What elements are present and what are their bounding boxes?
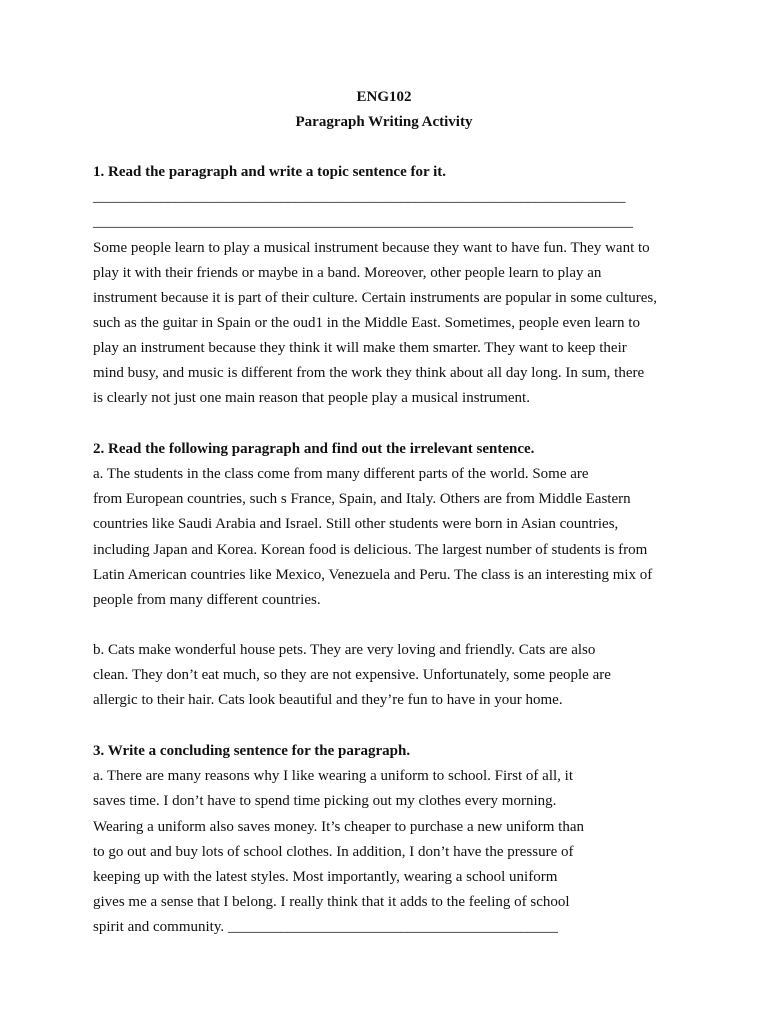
paragraph-line: keeping up with the latest styles. Most importantly, wearing a school uniform	[93, 869, 558, 885]
section1-heading: 1. Read the paragraph and write a topic sentence for it.	[93, 164, 447, 180]
paragraph-line: saves time. I don’t have to spend time picking out my clothes every morning.	[93, 793, 557, 809]
paragraph-line: a. The students in the class come from many different parts of the world. Some are	[93, 466, 589, 482]
answer-blank-line: _______________________________________________________________________	[93, 189, 626, 205]
activity-title: Paragraph Writing Activity	[295, 114, 473, 130]
paragraph-line: from European countries, such s France, Spain, and Italy. Others are from Middle Eastern	[93, 491, 631, 507]
paragraph-line: play it with their friends or maybe in a band. Moreover, other people learn to play an	[93, 265, 602, 281]
paragraph-line: Some people learn to play a musical instrument because they want to have fun. They want to	[93, 240, 650, 256]
paragraph-line: play an instrument because they think it will make them smarter. They want to keep their	[93, 340, 627, 356]
paragraph-line: gives me a sense that I belong. I really think that it adds to the feeling of school	[93, 894, 570, 910]
paragraph-line: instrument because it is part of their culture. Certain instruments are popular in some cultures,	[93, 290, 658, 306]
paragraph-line: a. There are many reasons why I like wearing a uniform to school. First of all, it	[93, 768, 574, 784]
course-code: ENG102	[356, 89, 412, 105]
paragraph-line: allergic to their hair. Cats look beautiful and they’re fun to have in your home.	[93, 692, 563, 708]
paragraph-line: clean. They don’t eat much, so they are not expensive. Unfortunately, some people are	[93, 667, 611, 683]
section2-heading: 2. Read the following paragraph and find out the irrelevant sentence.	[93, 441, 535, 457]
paragraph-line: b. Cats make wonderful house pets. They are very loving and friendly. Cats are also	[93, 642, 596, 658]
paragraph-line: such as the guitar in Spain or the oud1 in the Middle East. Sometimes, people even learn to	[93, 315, 640, 331]
section3-heading: 3. Write a concluding sentence for the paragraph.	[93, 743, 411, 759]
paragraph-line: mind busy, and music is different from the work they think about all day long. In sum, there	[93, 365, 645, 381]
paragraph-line: countries like Saudi Arabia and Israel. Still other students were born in Asian countries,	[93, 516, 619, 532]
paragraph-line: Latin American countries like Mexico, Venezuela and Peru. The class is an interesting mix of	[93, 567, 653, 583]
paragraph-line: is clearly not just one main reason that people play a musical instrument.	[93, 390, 530, 406]
paragraph-line: people from many different countries.	[93, 592, 321, 608]
paragraph-line: including Japan and Korea. Korean food is delicious. The largest number of students is from	[93, 542, 648, 558]
paragraph-line: Wearing a uniform also saves money. It’s cheaper to purchase a new uniform than	[93, 819, 584, 835]
paragraph-line: spirit and community. ____________________________________________	[93, 919, 558, 935]
answer-blank-line: ________________________________________________________________________	[93, 214, 633, 230]
paragraph-line: to go out and buy lots of school clothes. In addition, I don’t have the pressure of	[93, 844, 574, 860]
